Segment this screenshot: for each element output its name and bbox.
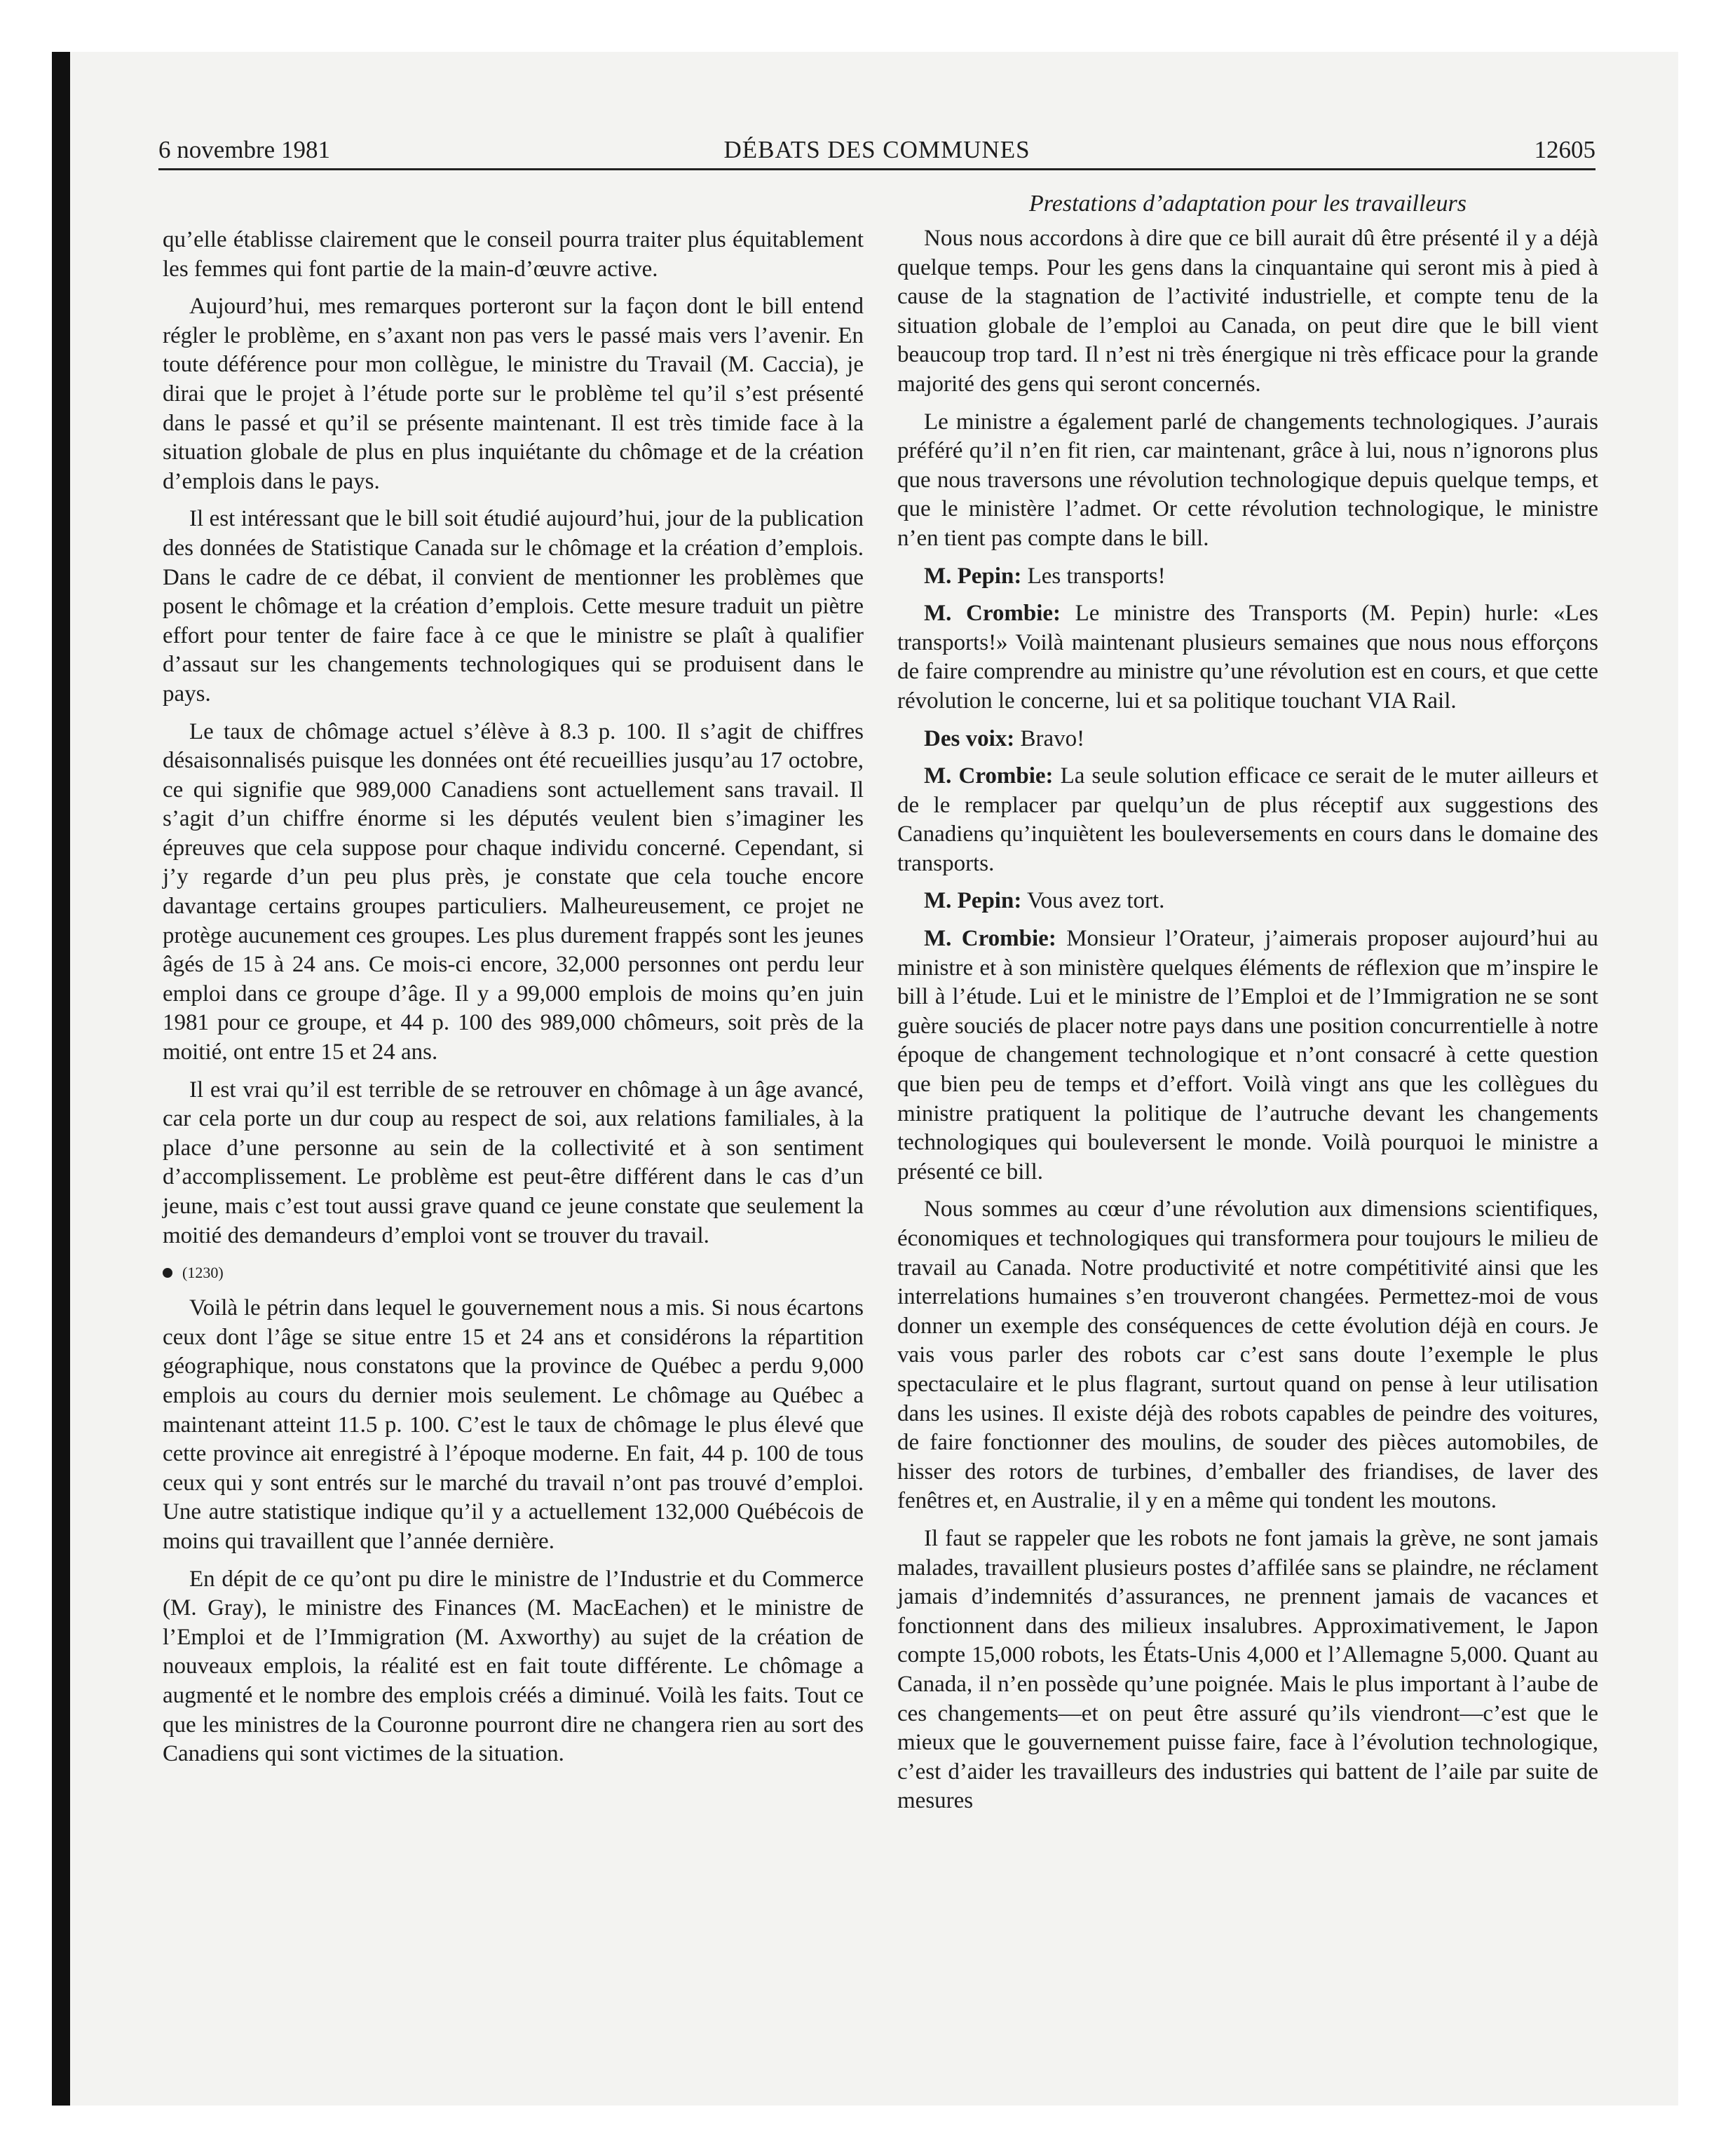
speaker-name: M. Pepin: [924, 563, 1022, 589]
paragraph: Il est intéressant que le bill soit étudié aujourd’hui, jour de la publication des données de Statistique Canada sur le chômage et la création d’emplois. Dans le cadre de ce débat, il convient de mentionner les problèmes que posent le chômage et la création d’emplois. Cette mesure traduit un piètre effort pour tenter de faire face à ce que le ministre se plaît à qualifier d’assaut sur les changements technologiques qui se produisent dans le pays. [163, 506, 864, 707]
speaker-name: M. Crombie: [924, 763, 1054, 789]
speech-text: Bravo! [1014, 725, 1085, 751]
header-page-number: 12605 [1534, 136, 1595, 163]
speech-text: Le ministre des Transports (M. Pepin) hurle: «Les transports!» Voilà maintenant plusieurs semaines que nous nous efforçons de faire comprendre au ministre qu’une révolution est en cours, et que cette révolution le concerne, lui et sa politique touchant VIA Rail. [897, 601, 1598, 714]
speech-text: Monsieur l’Orateur, j’aimerais proposer aujourd’hui au ministre et à son ministère quelques éléments de réflexion que m’inspire le bill à l’étude. Lui et le ministre de l’Emploi et de l’Immigration ne se sont guère souciés de placer notre pays dans une position concurrentielle à notre époque de changement technologique et n’ont consacré à cette question que bien peu de temps et d’effort. Voilà vingt ans que les collègues du ministre pratiquent la politique de l’autruche devant les changements technologiques qui bouleversent le monde. Voilà pourquoi le ministre a présenté ce bill. [897, 926, 1598, 1185]
time-marker [163, 1259, 864, 1287]
speaker-name: Des voix: [924, 725, 1015, 751]
paragraph: Nous sommes au cœur d’une révolution aux dimensions scientifiques, économiques et technologiques qui transformera pour toujours le milieu de travail au Canada. Notre productivité et notre compétitivité ainsi que les interrelations humaines s’en trouveront changées. Permettez-moi de vous donner un exemple des conséquences de cette évolution déjà en cours. Je vais vous parler des robots car c’est sans doute l’exemple le plus spectaculaire et le plus flagrant, surtout quand on pense à leur utilisation dans les usines. Il existe déjà des robots capables de peindre des voitures, de faire fonctionner des moulins, de souder des pièces automobiles, de hisser des rotors de turbines, d’emballer des friandises, de laver des fenêtres et, en Australie, il y en a même qui tondent les moutons. [897, 1196, 1598, 1514]
speech-text: Les transports! [1021, 563, 1166, 589]
bullet-icon [163, 1268, 172, 1278]
speaker-name: M. Crombie: [924, 601, 1061, 627]
paragraph: Aujourd’hui, mes remarques porteront sur la façon dont le bill entend régler le problème, en s’axant non pas vers le passé mais vers l’avenir. En toute déférence pour mon collègue, le ministre du Travail (M. Caccia), je dirai que le projet à l’étude porte sur le problème tel qu’il s’est présenté dans le passé et qu’il se présente maintenant. Il est très timide face à la situation globale de plus en plus inquiétante du chômage et de la création d’emplois dans le pays. [163, 294, 864, 494]
speech [897, 925, 1598, 1187]
paragraph: Il faut se rappeler que les robots ne font jamais la grève, ne sont jamais malades, travaillent plusieurs postes d’affilée sans se plaindre, ne réclament jamais d’indemnités d’assurances, ne prennent jamais de vacances et fonctionnent dans des milieux insalubres. Approximativement, le Japon compte 15,000 robots, les États-Unis 4,000 et l’Allemagne 5,000. Quant au Canada, il n’en possède qu’une poignée. Mais le plus important à l’aube de ces changements—et on peut être assuré qu’ils viendront—c’est que le mieux que le gouvernement puisse faire, face à l’évolution technologique, c’est d’aider les travailleurs des industries qui battent de l’aile par suite de mesures [897, 1525, 1598, 1814]
paragraph: Le ministre a également parlé de changements technologiques. J’aurais préféré qu’il n’en fit rien, car maintenant, grâce à lui, nous n’ignorons plus que nous traversons une révolution technologique depuis quelque temps, et que le ministère l’admet. Or cette révolution technologique, le ministre n’en tient pas compte dans le bill. [897, 409, 1598, 551]
header-date: 6 novembre 1981 [158, 136, 330, 163]
paragraph: Le taux de chômage actuel s’élève à 8.3 p. 100. Il s’agit de chiffres désaisonnalisés puisque les données ont été recueillies jusqu’au 17 octobre, ce qui signifie que 989,000 Canadiens sont actuellement sans travail. Il s’agit d’un chiffre énorme si les députés veulent bien s’imaginer les épreuves que cela suppose pour chaque individu concerné. Cependant, si j’y regarde d’un peu plus près, je constate que cela touche encore davantage certains groupes particuliers. Malheureusement, ce projet ne protège aucunement ces groupes. Les plus durement frappés sont les jeunes âgés de 15 à 24 ans. Ce mois-ci encore, 32,000 personnes ont perdu leur emploi dans ce groupe d’âge. Il y a 99,000 emplois de moins qu’en juin 1981 pour ce groupe, et 44 p. 100 des 989,000 chômeurs, soit près de la moitié, ont entre 15 et 24 ans. [163, 718, 864, 1065]
left-column [163, 226, 864, 1778]
page-header [158, 135, 1595, 170]
speech-text: Vous avez tort. [1021, 888, 1165, 914]
header-title: DÉBATS DES COMMUNES [723, 136, 1030, 163]
speaker-name: M. Crombie: [924, 926, 1056, 952]
paragraph: Il est vrai qu’il est terrible de se retrouver en chômage à un âge avancé, car cela porte un dur coup au respect de soi, aux relations familiales, à la place d’une personne au sein de la collectivité et à son sentiment d’accomplissement. Le problème est peut-être différent dans le cas d’un jeune, mais c’est tout aussi grave quand ce jeune constate que seulement la moitié des demandeurs d’emploi vont se trouver du travail. [163, 1077, 864, 1248]
speech [897, 562, 1598, 592]
paragraph: Voilà le pétrin dans lequel le gouvernement nous a mis. Si nous écartons ceux dont l’âge se situe entre 15 et 24 ans et considérons la répartition géographique, nous constatons que la province de Québec a perdu 9,000 emplois au cours du dernier mois seulement. Le chômage au Québec a maintenant atteint 11.5 p. 100. C’est le taux de chômage le plus élevé que cette province ait enregistré à l’époque moderne. En fait, 44 p. 100 de tous ceux qui y sont entrés sur le marché du travail n’ont pas trouvé d’emploi. Une autre statistique indique qu’il y a actuellement 132,000 Québécois de moins qui travaillent que l’année dernière. [163, 1295, 864, 1554]
paragraph: Nous nous accordons à dire que ce bill aurait dû être présenté il y a déjà quelque temps. Pour les gens dans la cinquantaine qui seront mis à pied à cause de la stagnation de l’activité industrielle, et compte tenu de la situation globale de l’emploi au Canada, on peut dire que le bill vient beaucoup trop tard. Il n’est ni très énergique ni très efficace pour la grande majorité des gens qui seront concernés. [897, 226, 1598, 397]
paragraph: qu’elle établisse clairement que le conseil pourra traiter plus équitablement les femmes qui font partie de la main-d’œuvre active. [163, 227, 864, 282]
section-title: Prestations d’adaptation pour les travailleurs [1029, 191, 1467, 217]
speech [897, 762, 1598, 878]
speech-text: La seule solution efficace ce serait de le muter ailleurs et de le remplacer par quelqu’un de plus réceptif aux suggestions des Canadiens qu’inquiètent les bouleversements en cours dans le domaine des transports. [897, 763, 1598, 876]
time-marker-label: (1230) [182, 1264, 224, 1282]
paragraph: En dépit de ce qu’ont pu dire le ministre de l’Industrie et du Commerce (M. Gray), le ministre des Finances (M. MacEachen) et le ministre de l’Emploi et de l’Immigration (M. Axworthy) au sujet de la création de nouveaux emplois, la réalité est en fait toute différente. Le chômage a augmenté et le nombre des emplois créés a diminué. Voilà les faits. Tout ce que les ministres de la Couronne pourront dire ne changera rien au sort des Canadiens qui sont victimes de la situation. [163, 1566, 864, 1767]
speech [897, 599, 1598, 716]
speaker-name: M. Pepin: [924, 888, 1022, 914]
speech [897, 887, 1598, 916]
speech [897, 725, 1598, 754]
right-column [897, 189, 1598, 1824]
